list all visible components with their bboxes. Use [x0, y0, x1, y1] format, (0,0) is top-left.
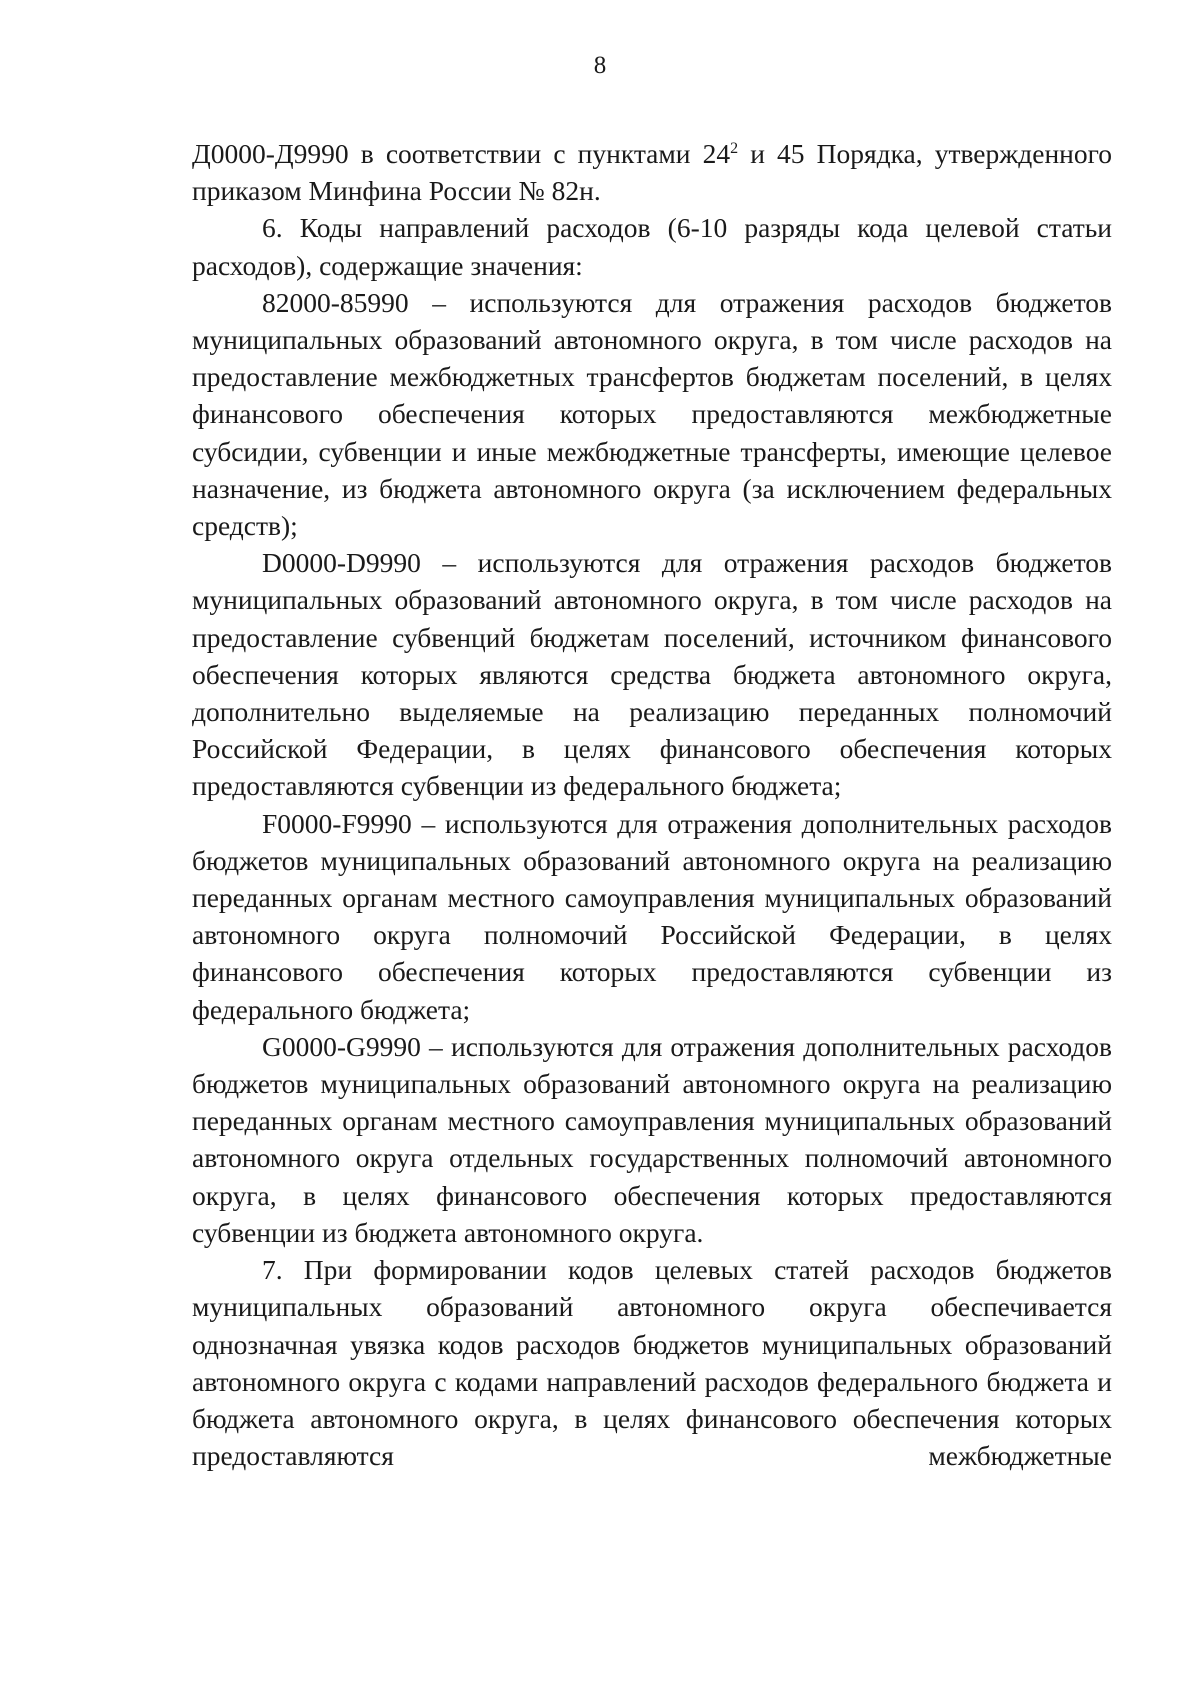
- paragraph-text: Д0000-Д9990 в соответствии с пунктами 24: [192, 138, 731, 169]
- paragraph-text: Коды направлений расходов (6-10 разряды кода целевой статьи расходов), содержащие значения:: [192, 212, 1112, 281]
- superscript: 2: [730, 140, 739, 157]
- paragraph-continuation: [192, 135, 1112, 209]
- item-number: 6.: [262, 212, 283, 244]
- page-number: 8: [593, 52, 607, 79]
- paragraph-item-6: [192, 209, 1112, 283]
- paragraph-item-7: [192, 1251, 1112, 1474]
- item-number: 7.: [262, 1254, 283, 1286]
- paragraph-code-f0000: F0000-F9990 – используются для отражения дополнительных расходов бюджетов муниципальных образований автономного округа на реализацию переданных органам местного самоуправления муниципальных образований автономного округа полномочий Российской Федерации, в целях финансового обеспечения которых предоставляются субвенции из федерального бюджета;: [192, 807, 1112, 1025]
- paragraph-code-82000: 82000-85990 – используются для отражения расходов бюджетов муниципальных образований автономного округа, в том числе расходов на предоставление межбюджетных трансфертов бюджетам поселений, в целях финансового обеспечения которых предоставляются межбюджетные субсидии, субвенции и иные межбюджетные трансферты, имеющие целевое назначение, из бюджета автономного округа (за исключением федеральных средств);: [192, 286, 1112, 542]
- paragraph-code-g0000: G0000-G9990 – используются для отражения дополнительных расходов бюджетов муниципальных образований автономного округа на реализацию переданных органам местного самоуправления муниципальных образований автономного округа отдельных государственных полномочий автономного округа, в целях финансового обеспечения которых предоставляются субвенции из бюджета автономного округа.: [192, 1030, 1112, 1248]
- document-body: [192, 135, 1112, 1474]
- paragraph-text: При формировании кодов целевых статей расходов бюджетов муниципальных образований автономного округа обеспечивается однозначная увязка кодов расходов бюджетов муниципальных образований автономного округа с кодами направлений расходов федерального бюджета и бюджета автономного округа, в целях финансового обеспечения которых предоставляются межбюджетные: [192, 1254, 1112, 1472]
- paragraph-code-d0000: D0000-D9990 – используются для отражения расходов бюджетов муниципальных образований автономного округа, в том числе расходов на предоставление субвенций бюджетам поселений, источником финансового обеспечения которых являются средства бюджета автономного округа, дополнительно выделяемые на реализацию переданных полномочий Российской Федерации, в целях финансового обеспечения которых предоставляются субвенции из федерального бюджета;: [192, 547, 1112, 802]
- paragraph-text: и 45 Порядка, утвержденного приказом Минфина России № 82н.: [192, 138, 1112, 207]
